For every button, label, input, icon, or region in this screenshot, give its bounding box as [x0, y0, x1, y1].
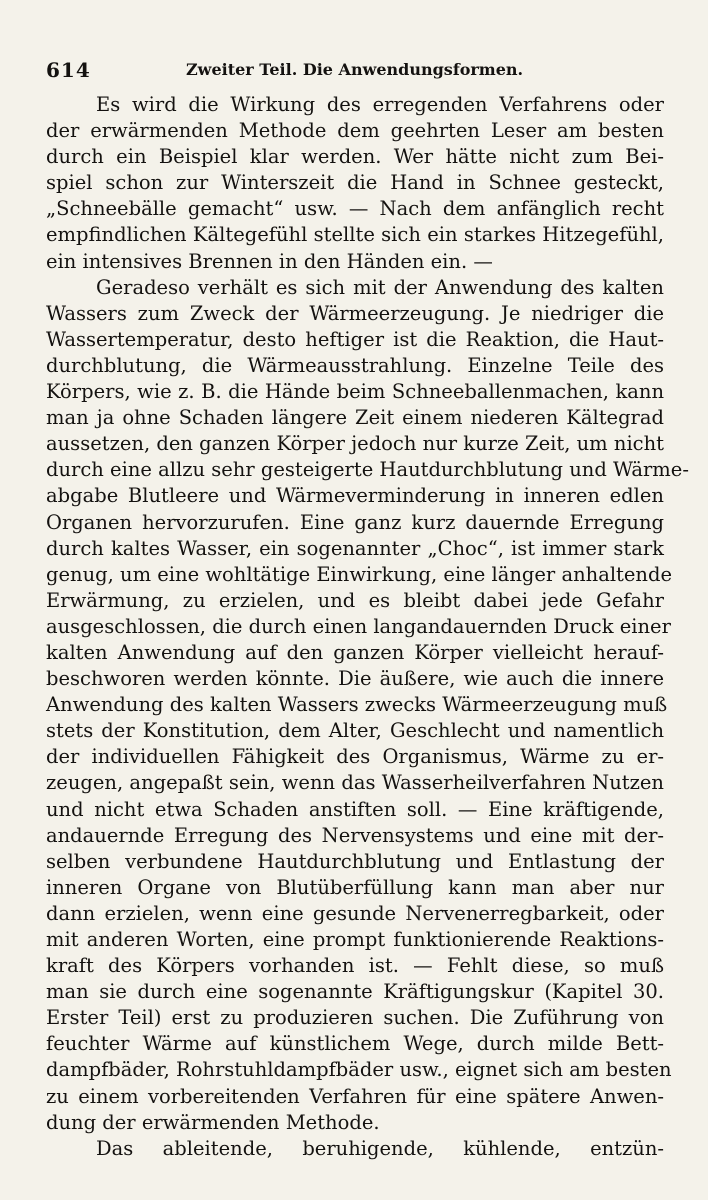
text-line: Erster Teil) erst zu produzieren suchen. Die Zuführung von — [46, 1006, 664, 1030]
text-line: feuchter Wärme auf künstlichem Wege, durch milde Bett- — [46, 1032, 664, 1056]
text-line: der individuellen Fähigkeit des Organismus, Wärme zu er- — [46, 745, 664, 769]
text-line: Organen hervorzurufen. Eine ganz kurz dauernde Erregung — [46, 510, 664, 534]
text-line: zu einem vorbereitenden Verfahren für eine spätere Anwen- — [46, 1084, 664, 1108]
text-line: andauernde Erregung des Nervensystems und eine mit der- — [46, 823, 664, 847]
text-line: empfindlichen Kältegefühl stellte sich ein starkes Hitzegefühl, — [46, 223, 664, 247]
text-line: Anwendung des kalten Wassers zwecks Wärmeerzeugung muß — [46, 693, 668, 717]
text-line: aussetzen, den ganzen Körper jedoch nur kurze Zeit, um nicht — [46, 432, 664, 456]
body-text — [46, 92, 689, 1162]
text-line: dann erzielen, wenn eine gesunde Nervenerregbarkeit, oder — [46, 901, 664, 925]
text-line: mit anderen Worten, eine prompt funktionierende Reaktions- — [46, 928, 664, 951]
paragraph-3 — [46, 1136, 664, 1162]
text-line: genug, um eine wohltätige Einwirkung, eine länger anhaltende — [46, 562, 673, 586]
text-line: ein intensives Brennen in den Händen ein. — — [46, 249, 493, 273]
text-line: Erwärmung, zu erzielen, und es bleibt dabei jede Gefahr — [46, 588, 664, 612]
text-line: spiel schon zur Winterszeit die Hand in Schnee gesteckt, — [46, 171, 664, 195]
text-line: Das ableitende, beruhigende, kühlende, entzün- — [96, 1136, 664, 1160]
text-line: beschworen werden könnte. Die äußere, wie auch die innere — [46, 667, 664, 691]
text-line: abgabe Blutleere und Wärmeverminderung in inneren edlen — [46, 484, 664, 508]
text-line: man sie durch eine sogenannte Kräftigungskur (Kapitel 30. — [46, 980, 664, 1004]
paragraph-1 — [46, 92, 664, 275]
text-line: durch eine allzu sehr gesteigerte Hautdurchblutung und Wärme- — [46, 458, 689, 482]
text-line: kalten Anwendung auf den ganzen Körper vielleicht herauf- — [46, 640, 664, 664]
text-line: Es wird die Wirkung des erregenden Verfahrens oder — [96, 93, 664, 116]
paragraph-2 — [46, 275, 689, 1136]
page-number: 614 — [46, 58, 91, 82]
text-line: „Schneebälle gemacht“ usw. — Nach dem anfänglich recht — [46, 197, 664, 221]
text-line: zeugen, angepaßt sein, wenn das Wasserheilverfahren Nutzen — [46, 771, 664, 795]
text-line: Geradeso verhält es sich mit der Anwendung des kalten — [96, 275, 664, 299]
text-line: und nicht etwa Schaden anstiften soll. — Eine kräftigende, — [46, 797, 664, 821]
text-line: inneren Organe von Blutüberfüllung kann man aber nur — [46, 875, 664, 899]
text-line: Wassertemperatur, desto heftiger ist die Reaktion, die Haut- — [46, 327, 664, 351]
text-line: durchblutung, die Wärmeausstrahlung. Einzelne Teile des — [46, 353, 664, 377]
text-line: selben verbundene Hautdurchblutung und Entlastung der — [46, 849, 664, 873]
running-head — [46, 52, 664, 92]
text-line: der erwärmenden Methode dem geehrten Leser am besten — [46, 119, 664, 143]
text-line: Wassers zum Zweck der Wärmeerzeugung. Je niedriger die — [46, 301, 664, 325]
text-line: ausgeschlossen, die durch einen langandauernden Druck einer — [46, 614, 671, 638]
text-line: durch ein Beispiel klar werden. Wer hätte nicht zum Bei- — [46, 145, 664, 169]
text-line: kraft des Körpers vorhanden ist. — Fehlt diese, so muß — [46, 954, 664, 978]
text-line: stets der Konstitution, dem Alter, Geschlecht und namentlich — [46, 719, 664, 743]
text-line: man ja ohne Schaden längere Zeit einem niederen Kältegrad — [46, 406, 664, 430]
text-line: durch kaltes Wasser, ein sogenannter „Choc“, ist immer stark — [46, 536, 664, 560]
text-line: dung der erwärmenden Methode. — [46, 1110, 380, 1134]
text-line: dampfbäder, Rohrstuhldampfbäder usw., eignet sich am besten — [46, 1058, 672, 1082]
text-line: Körpers, wie z. B. die Hände beim Schneeballenmachen, kann — [46, 380, 664, 404]
running-head-title: Zweiter Teil. Die Anwendungsformen. — [186, 60, 524, 79]
